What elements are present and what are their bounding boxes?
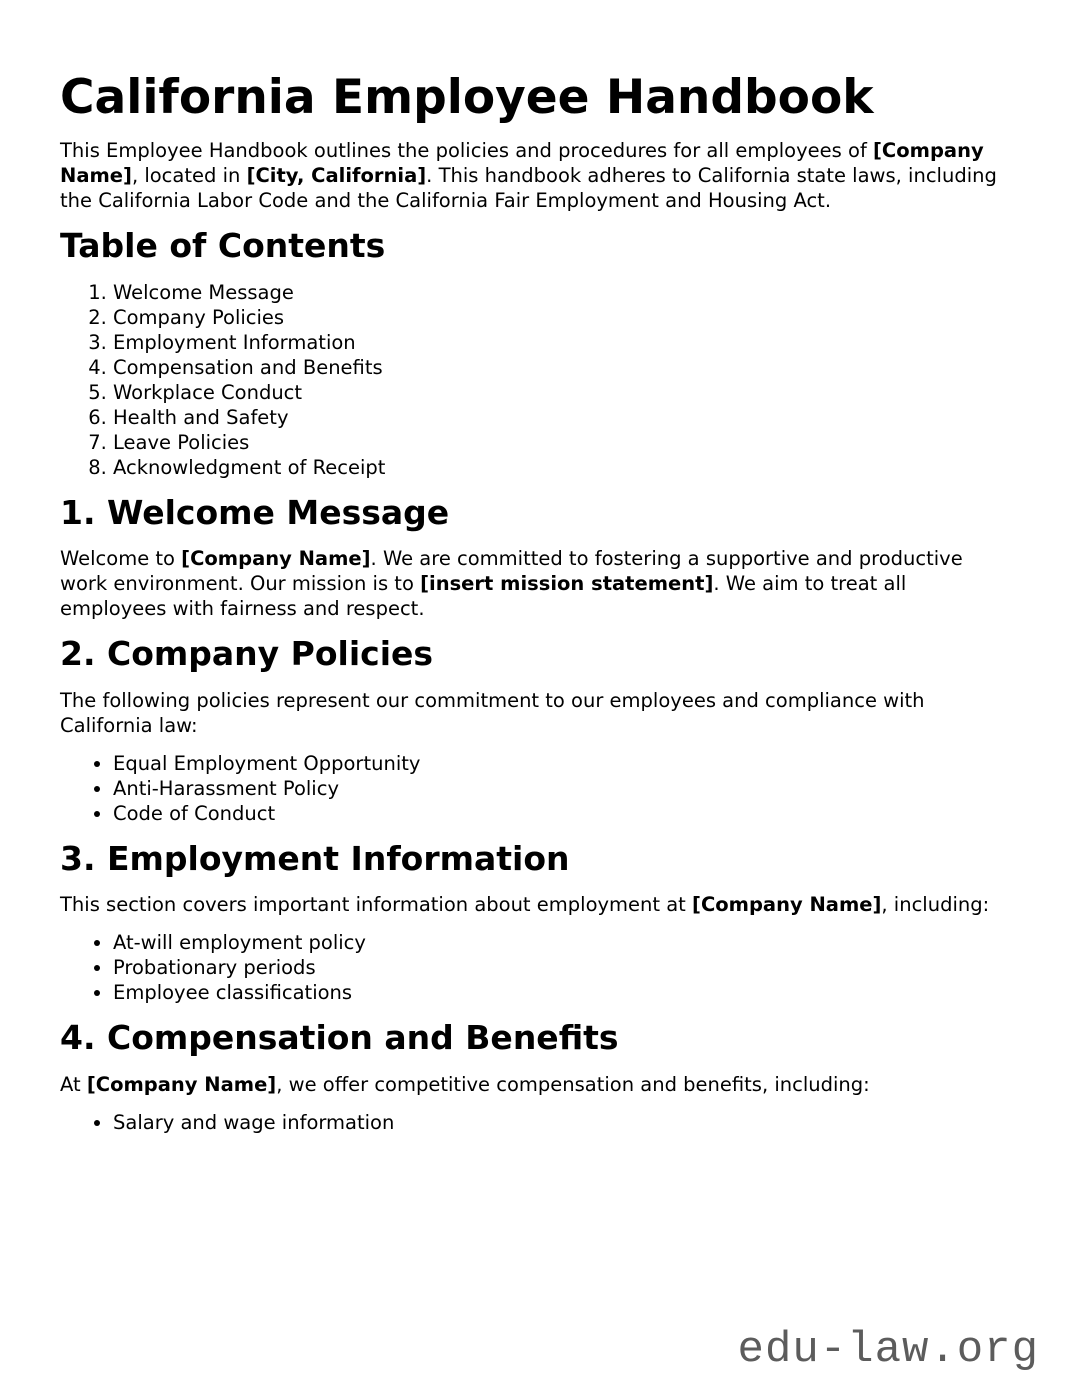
employment-information-paragraph bbox=[60, 892, 1000, 917]
compensation-text: At bbox=[60, 1073, 87, 1097]
toc-item-company-policies: 2. Company Policies bbox=[113, 305, 1000, 330]
bullet-anti-harassment-policy: • Anti-Harassment Policy bbox=[113, 776, 1000, 801]
intro-paragraph bbox=[60, 138, 1000, 213]
intro-text: . This handbook adheres to California state laws, including the California Labor Code and the California Fair Employment and Housing Act. bbox=[60, 163, 997, 212]
watermark-text: edu-law.org bbox=[737, 1325, 1039, 1375]
bullet-probationary-periods: • Probationary periods bbox=[113, 955, 1000, 980]
bullet-at-will-employment-policy: • At-will employment policy bbox=[113, 930, 1000, 955]
welcome-text: . We aim to treat all employees with fairness and respect. bbox=[60, 572, 907, 621]
intro-text: , located in bbox=[131, 163, 247, 187]
section-heading-welcome-message: 1. Welcome Message bbox=[60, 492, 450, 532]
employment-text: This section covers important information about employment at bbox=[60, 893, 693, 917]
city-placeholder: [City, California] bbox=[246, 163, 427, 187]
company-name-placeholder: [Company Name] bbox=[60, 138, 984, 187]
welcome-text: . We are committed to fostering a supportive and productive work environment. Our mission is to bbox=[60, 547, 963, 596]
toc-item-leave-policies: 7. Leave Policies bbox=[113, 430, 1000, 455]
document-title: California Employee Handbook bbox=[60, 70, 874, 125]
section-heading-compensation-and-benefits: 4. Compensation and Benefits bbox=[60, 1018, 619, 1058]
bullet-equal-employment-opportunity: • Equal Employment Opportunity bbox=[113, 751, 1000, 776]
bullet-salary-and-wage-information: • Salary and wage information bbox=[113, 1110, 1000, 1135]
toc-item-welcome-message: 1. Welcome Message bbox=[113, 280, 1000, 305]
toc-item-workplace-conduct: 5. Workplace Conduct bbox=[113, 380, 1000, 405]
section-heading-employment-information: 3. Employment Information bbox=[60, 838, 570, 878]
toc-heading: Table of Contents bbox=[60, 225, 386, 265]
company-name-placeholder: [Company Name] bbox=[86, 1073, 277, 1097]
bullet-code-of-conduct: • Code of Conduct bbox=[113, 801, 1000, 826]
welcome-paragraph bbox=[60, 546, 1000, 621]
toc-list bbox=[60, 280, 1000, 480]
welcome-text: Welcome to bbox=[60, 547, 182, 571]
company-name-placeholder: [Company Name] bbox=[181, 547, 371, 571]
toc-item-compensation-and-benefits: 4. Compensation and Benefits bbox=[113, 355, 1000, 380]
bullet-employee-classifications: • Employee classifications bbox=[113, 980, 1000, 1005]
compensation-bullet-list bbox=[60, 1110, 1000, 1135]
company-policies-bullet-list bbox=[60, 751, 1000, 826]
company-policies-paragraph: The following policies represent our commitment to our employees and compliance with California law: bbox=[60, 688, 925, 737]
toc-item-health-and-safety: 6. Health and Safety bbox=[113, 405, 1000, 430]
employment-information-bullet-list bbox=[60, 930, 1000, 1005]
compensation-paragraph bbox=[60, 1072, 1000, 1097]
employment-text: , including: bbox=[881, 893, 990, 917]
toc-item-acknowledgment-of-receipt: 8. Acknowledgment of Receipt bbox=[113, 455, 1000, 480]
toc-item-employment-information: 3. Employment Information bbox=[113, 330, 1000, 355]
section-heading-company-policies: 2. Company Policies bbox=[60, 634, 434, 674]
company-name-placeholder: [Company Name] bbox=[692, 893, 882, 917]
mission-statement-placeholder: [insert mission statement] bbox=[420, 572, 714, 596]
intro-text: This Employee Handbook outlines the policies and procedures for all employees of bbox=[60, 138, 874, 162]
compensation-text: , we offer competitive compensation and benefits, including: bbox=[276, 1073, 870, 1097]
